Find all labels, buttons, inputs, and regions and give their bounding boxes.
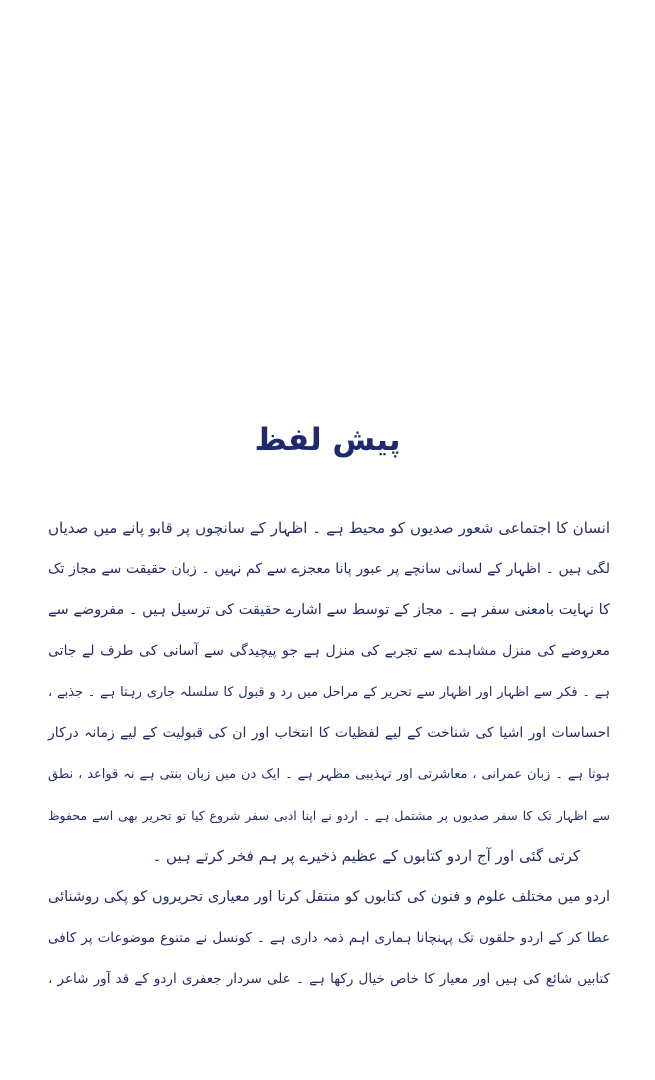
paragraph-2 [48, 877, 610, 1000]
text-line: احساسات اور اشیا کی شناخت کے لیے لفظیات کا انتخاب اور ان کی قبولیت کے لیے زمانہ درکار [48, 725, 610, 741]
text-line: معروضے کی منزل مشاہدے سے تجربے کی منزل ہے جو پیچیدگی سے آسانی کی طرف لے جاتی [48, 643, 610, 659]
paragraph-1 [48, 508, 610, 877]
text-line: کا نہایت بامعنی سفر ہے ۔ مجاز کے توسط سے اشارے حقیقت کی ترسیل ہیں ۔ مفروضے سے [48, 602, 610, 618]
text-line: انسان کا اجتماعی شعور صدیوں کو محیط ہے ۔ اظہار کے سانچوں پر قابو پانے میں صدیاں [48, 519, 610, 537]
text-line: ہے ۔ فکر سے اظہار اور اظہار سے تحریر کے مراحل میں رد و قبول کا سلسلہ جاری رہتا ہے ۔ جذبے ، [48, 685, 610, 700]
text-line: اردو میں مختلف علوم و فنون کی کتابوں کو منتقل کرنا اور معیاری تحریروں کو پکی روشنائی [48, 889, 610, 905]
body-text [48, 508, 610, 1000]
text-line: کتابیں شائع کی ہیں اور معیار کا خاص خیال رکھا ہے ۔ علی سردار جعفری اردو کے قد آور شاعر ، [48, 971, 610, 987]
text-line: ہوتا ہے ۔ زبان عمرانی ، معاشرتی اور تہذیبی مظہر ہے ۔ ایک دن میں زبان بنتی ہے نہ قواعد ، نطق [48, 767, 610, 782]
text-line: کرتی گئی اور آج اردو کتابوں کے عظیم ذخیرے پر ہم فخر کرتے ہیں ۔ [152, 847, 580, 865]
text-line: لگی ہیں ۔ اظہار کے لسانی سانچے پر عبور پانا معجزے سے کم نہیں ۔ زبان حقیقت سے مجاز تک [48, 561, 610, 577]
text-line: سے اظہار تک کا سفر صدیوں پر مشتمل ہے ۔ اردو نے اپنا ادبی سفر شروع کیا تو تحریر بھی اسے محفوظ [48, 808, 610, 823]
text-line: عطا کر کے اردو حلقوں تک پہنچانا ہماری اہم ذمہ داری ہے ۔ کونسل نے متنوع موضوعات پر کافی [48, 930, 610, 946]
page-title: پیش لفظ [254, 422, 401, 458]
